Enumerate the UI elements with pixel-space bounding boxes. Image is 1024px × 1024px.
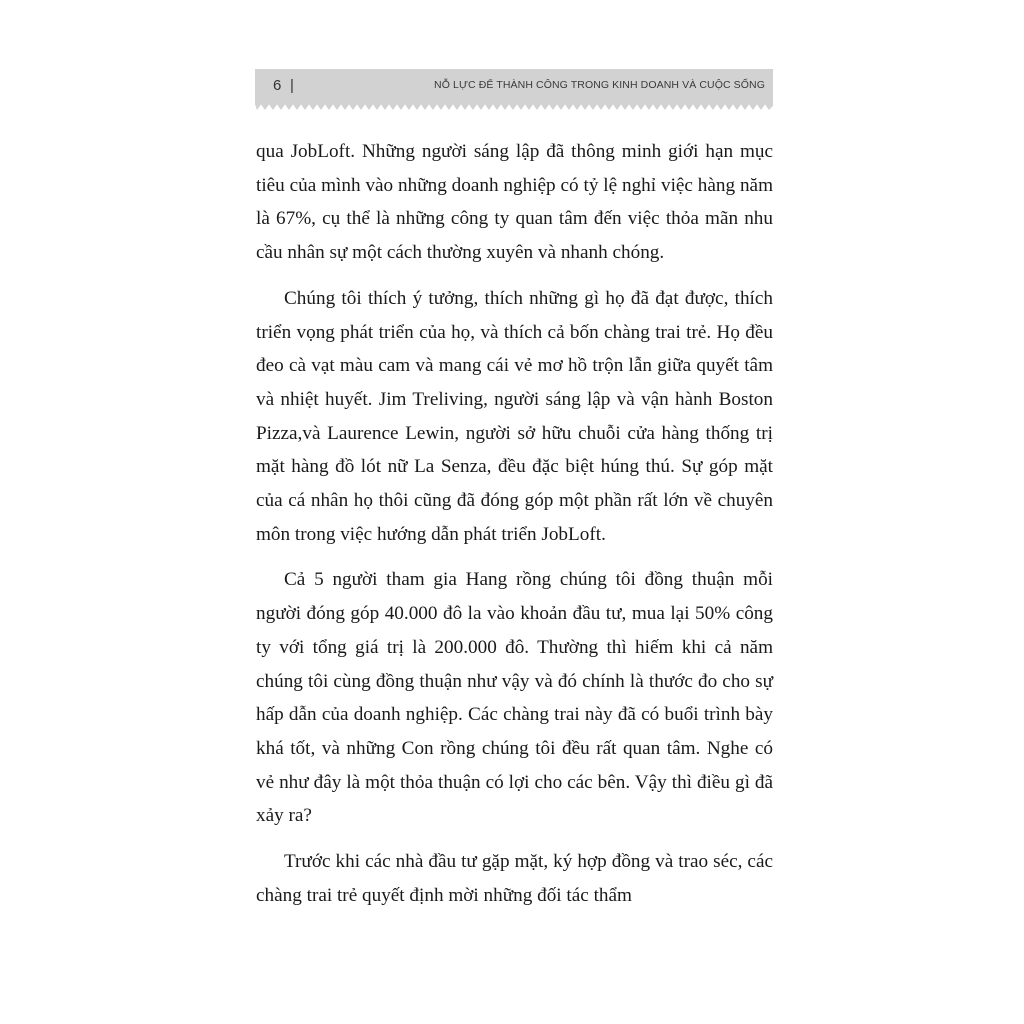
page-number: 6 [273,77,282,94]
running-title: NỖ LỰC ĐỂ THÀNH CÔNG TRONG KINH DOANH VÀ CUỘC SỐNG [434,79,765,91]
header-separator: | [290,77,294,94]
paragraph-2: Chúng tôi thích ý tưởng, thích những gì họ đã đạt được, thích triển vọng phát triển của họ, và thích cả bốn chàng trai trẻ. Họ đều đeo cà vạt màu cam và mang cái vẻ mơ hồ trộn lẫn giữa quyết tâm và nhiệt huyết. Jim Treliving, người sáng lập và vận hành Boston Pizza,và Laurence Lewin, người sở hữu chuỗi cửa hàng thống trị mặt hàng đồ lót nữ La Senza, đều đặc biệt húng thú. Sự góp mặt của cá nhân họ thôi cũng đã đóng góp một phần rất lớn về chuyên môn trong việc hướng dẫn phát triển JobLoft. [256,287,773,545]
paragraph-3: Cả 5 người tham gia Hang rồng chúng tôi đồng thuận mỗi người đóng góp 40.000 đô la vào khoản đầu tư, mua lại 50% công ty với tổng giá trị là 200.000 đô. Thường thì hiếm khi cả năm chúng tôi cùng đồng thuận như vậy và đó chính là thước đo cho sự hấp dẫn của doanh nghiệp. Các chàng trai này đã có buổi trình bày khá tốt, và những Con rồng chúng tôi đều rất quan tâm. Nghe có vẻ như đây là một thỏa thuận có lợi cho các bên. Vậy thì điều gì đã xảy ra? [256,569,773,827]
header-zigzag-edge [255,103,773,110]
page-body [256,135,773,924]
paragraph-4: Trước khi các nhà đầu tư gặp mặt, ký hợp đồng và trao séc, các chàng trai trẻ quyết định mời những đối tác thẩm [256,851,773,906]
paragraph-1: qua JobLoft. Những người sáng lập đã thông minh giới hạn mục tiêu của mình vào những doanh nghiệp có tỷ lệ nghỉ việc hàng năm là 67%, cụ thể là những công ty quan tâm đến việc thỏa mãn nhu cầu nhân sự một cách thường xuyên và nhanh chóng. [256,141,773,264]
